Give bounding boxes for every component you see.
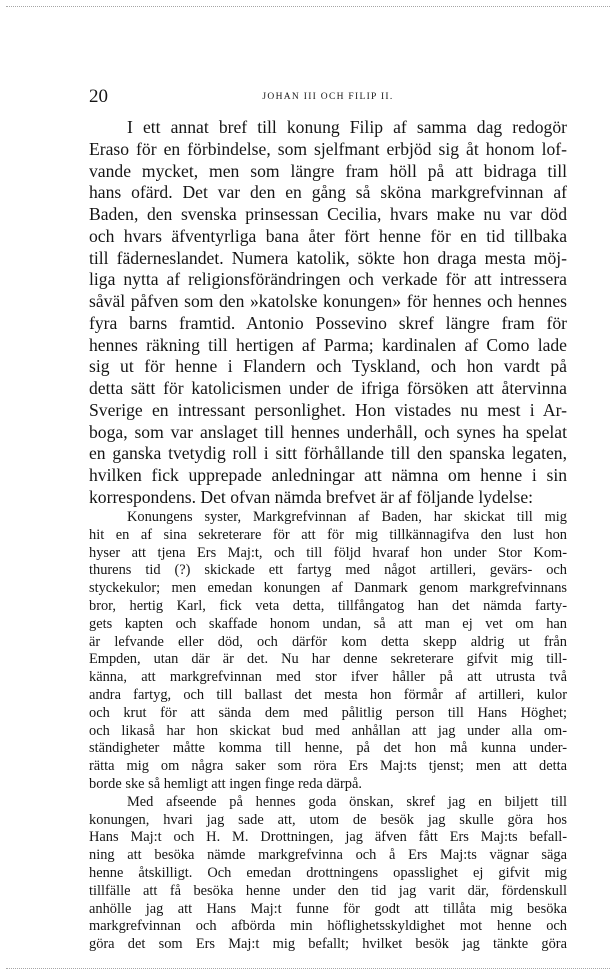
text-line: liga nytta af religionsförändringen och verkade för att intressera [89, 269, 567, 290]
running-head: JOHAN III OCH FILIP II. [262, 92, 394, 102]
text-line: sig ut för henne i Flandern och Tyskland, och hon vardt på [89, 356, 567, 377]
text-line: en ganska tvetydig roll i sitt förhållande till den spanska legaten, [89, 443, 567, 464]
letter-line: känna, att markgrefvinnan med stor ifver håller på att utrusta två [89, 669, 567, 686]
text-line: Eraso för en förbindelse, som sjelfmant erbjöd sig åt honom lof- [89, 138, 567, 159]
letter-line: göra det som Ers Maj:t mig befallt; hvilket besök jag tänkte göra [89, 936, 567, 953]
letter-line: Hans Maj:t och H. M. Drottningen, jag äfven fått Ers Maj:ts befall- [89, 829, 567, 846]
text-line: I ett annat bref till konung Filip af samma dag redogör [127, 117, 567, 137]
letter-line: Med afseende på hennes goda önskan, skref jag en biljett till [127, 793, 567, 810]
letter-line: rätta mig om några saker som röra Ers Maj:ts tjenst; men att detta [89, 758, 567, 775]
text-line: korrespondens. Det ofvan nämda brefvet är af följande lydelse: [89, 486, 534, 507]
letter-quotation [89, 509, 567, 954]
letter-line: anhölle jag att Hans Maj:t funne för godt att tillåta mig besöka [89, 900, 567, 917]
letter-line: bror, hertig Karl, fick veta detta, tillfångatog han det nämda farty- [89, 597, 567, 614]
page-header [89, 86, 567, 108]
letter-line: och likaså har hon skickat bud med anhållan att jag under alla om- [89, 722, 567, 739]
letter-line: och krut för att sända dem med pålitlig person till Hans Höghet; [89, 704, 567, 721]
text-line: detta sätt för katolicismen under de ifriga försöken att återvinna [89, 378, 567, 398]
letter-line: henne åtskilligt. Och emedan drottningens opasslighet ej gifvit mig [89, 864, 567, 881]
letter-line: thurens tid (?) skickade ett fartyg med något artilleri, gevärs- och [89, 562, 567, 579]
letter-line: gets kapten och skaffade honom undan, så att man ej vet om han [89, 615, 567, 632]
letter-line: ning att besöka nämde markgrefvinna och å Ers Maj:ts vägnar säga [89, 847, 567, 864]
letter-line: hit en af sina sekreterare för att för mig tillkännagifva den lust hon [89, 526, 567, 543]
text-line: till fäderneslandet. Numera katolik, sökte hon draga mesta möj- [89, 247, 567, 268]
letter-line: är lefvande eller död, och därför kom detta skepp aldrig ut från [89, 633, 567, 650]
text-line: hvilken fick upprepade anledningar att nämna om henne i sin [89, 465, 567, 485]
scan-edge-bottom [6, 968, 610, 969]
letter-line: Empden, utan där är det. Nu har denne sekreterare gifvit mig till- [89, 651, 567, 668]
text-line: vande mycket, men som längre fram höll på att bidraga till [89, 160, 567, 181]
text-line: såväl påfven som den »katolske konungen» för hennes och hennes [89, 291, 567, 311]
page-number: 20 [89, 86, 108, 107]
scan-edge-top [6, 6, 610, 7]
letter-line: tillfälle att få besöka henne under den tid jag varit där, fördenskull [89, 882, 567, 899]
letter-line: borde ske så hemligt att ingen finge reda därpå. [89, 775, 362, 792]
text-line: Sverige en intressant personlighet. Hon vistades nu mest i Ar- [89, 399, 567, 420]
text-line: fyra barns framtid. Antonio Possevino skref längre fram för [89, 312, 567, 333]
main-text [89, 117, 567, 509]
letter-line: andra fartyg, och till ballast det mesta hon förmår af artilleri, kulor [89, 686, 567, 703]
letter-line: markgrefvinnan och afbörda min höflighetsskyldighet mot henne och [89, 918, 567, 935]
letter-line: hyser att tjena Ers Maj:t, och till följd hvaraf hon under Stor Kom- [89, 544, 567, 561]
letter-line: ständigheter måtte komma till henne, på det hon må kunna under- [89, 740, 567, 757]
letter-line: Konungens syster, Markgrefvinnan af Baden, har skickat till mig [127, 509, 567, 525]
letter-line: konungen, hvari jag sade att, utom de besök jag skulle göra hos [89, 811, 567, 828]
text-line: Baden, den svenska prinsessan Cecilia, hvars make nu var död [89, 204, 567, 224]
letter-line: styckekulor; men emedan konungen af Danmark genom markgrefvinnans [89, 580, 567, 597]
text-line: och hvars äfventyrliga bana åter fört henne för en tid tillbaka [89, 225, 567, 246]
text-line: boga, som var anslaget till hennes underhåll, och synes ha spelat [89, 421, 567, 442]
text-line: hennes räkning till hertigen af Parma; kardinalen af Como lade [89, 334, 567, 355]
text-line: hans ofärd. Det var den en gång så sköna markgrefvinnan af [89, 182, 567, 203]
